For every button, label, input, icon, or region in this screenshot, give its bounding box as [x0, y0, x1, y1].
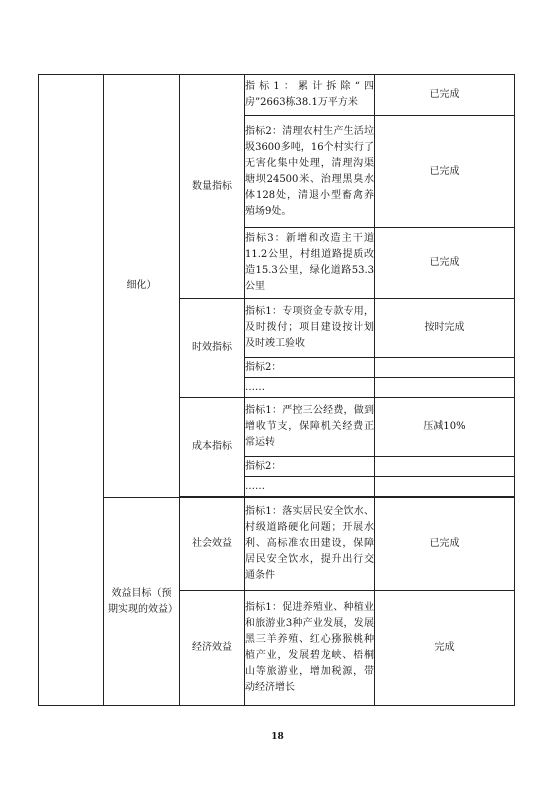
- output-target-label: 细化）: [104, 75, 180, 498]
- quantity-value-2: 已完成: [375, 116, 515, 228]
- cost-value-1: 压减10%: [375, 398, 515, 457]
- economic-benefit-value: 完成: [375, 591, 515, 706]
- blank-left-cell: [39, 75, 104, 706]
- quantity-indicator-label: 数量指标: [180, 75, 245, 299]
- timeliness-ellipsis: ……: [245, 378, 375, 398]
- cost-value-3: [375, 477, 515, 497]
- economic-benefit-indicator: 指标1：促进养殖业、种植业和旅游业3种产业发展，发展黑三羊养殖、红心猕猴桃种植产业，发展碧龙峡、梧桐山等旅游业，增加税源，带动经济增长: [245, 591, 375, 706]
- cost-indicator-2: 指标2：: [245, 457, 375, 477]
- benefit-target-label: 效益目标（预期实现的效益）: [104, 498, 180, 706]
- cost-ellipsis: ……: [245, 477, 375, 497]
- timeliness-value-1: 按时完成: [375, 299, 515, 358]
- cost-indicator-label: 成本指标: [180, 398, 245, 497]
- timeliness-indicator-2: 指标2：: [245, 358, 375, 378]
- social-benefit-value: 已完成: [375, 498, 515, 591]
- performance-table: [38, 74, 515, 706]
- economic-benefit-label: 经济效益: [180, 591, 245, 706]
- page-number: 18: [271, 732, 284, 742]
- social-benefit-label: 社会效益: [180, 498, 245, 591]
- cost-indicator-1: 指标1：严控三公经费，做到增收节支，保障机关经费正常运转: [245, 398, 375, 457]
- timeliness-value-3: [375, 378, 515, 398]
- timeliness-indicator-label: 时效指标: [180, 299, 245, 398]
- quantity-value-1: 已完成: [375, 75, 515, 116]
- social-benefit-indicator: 指标1：落实居民安全饮水、村级道路硬化问题；开展水利、高标准农田建设，保障居民安全饮水，提升出行交通条件: [245, 498, 375, 591]
- quantity-value-3: 已完成: [375, 228, 515, 299]
- timeliness-value-2: [375, 358, 515, 378]
- quantity-indicator-1: 指标1：累计拆除“四房”2663栋38.1万平方米: [245, 75, 375, 116]
- timeliness-indicator-1: 指标1：专项资金专款专用，及时拨付；项目建设按计划及时竣工验收: [245, 299, 375, 358]
- cost-value-2: [375, 457, 515, 477]
- quantity-indicator-2: 指标2：清理农村生产生活垃圾3600多吨，16个村实行了无害化集中处理，清理沟渠塘坝24500米、治理黑臭水体128处，清退小型畜禽养殖场9处。: [245, 116, 375, 228]
- quantity-indicator-3: 指标3：新增和改造主干道11.2公里，村组道路提质改造15.3公里，绿化道路53.3公里: [245, 228, 375, 299]
